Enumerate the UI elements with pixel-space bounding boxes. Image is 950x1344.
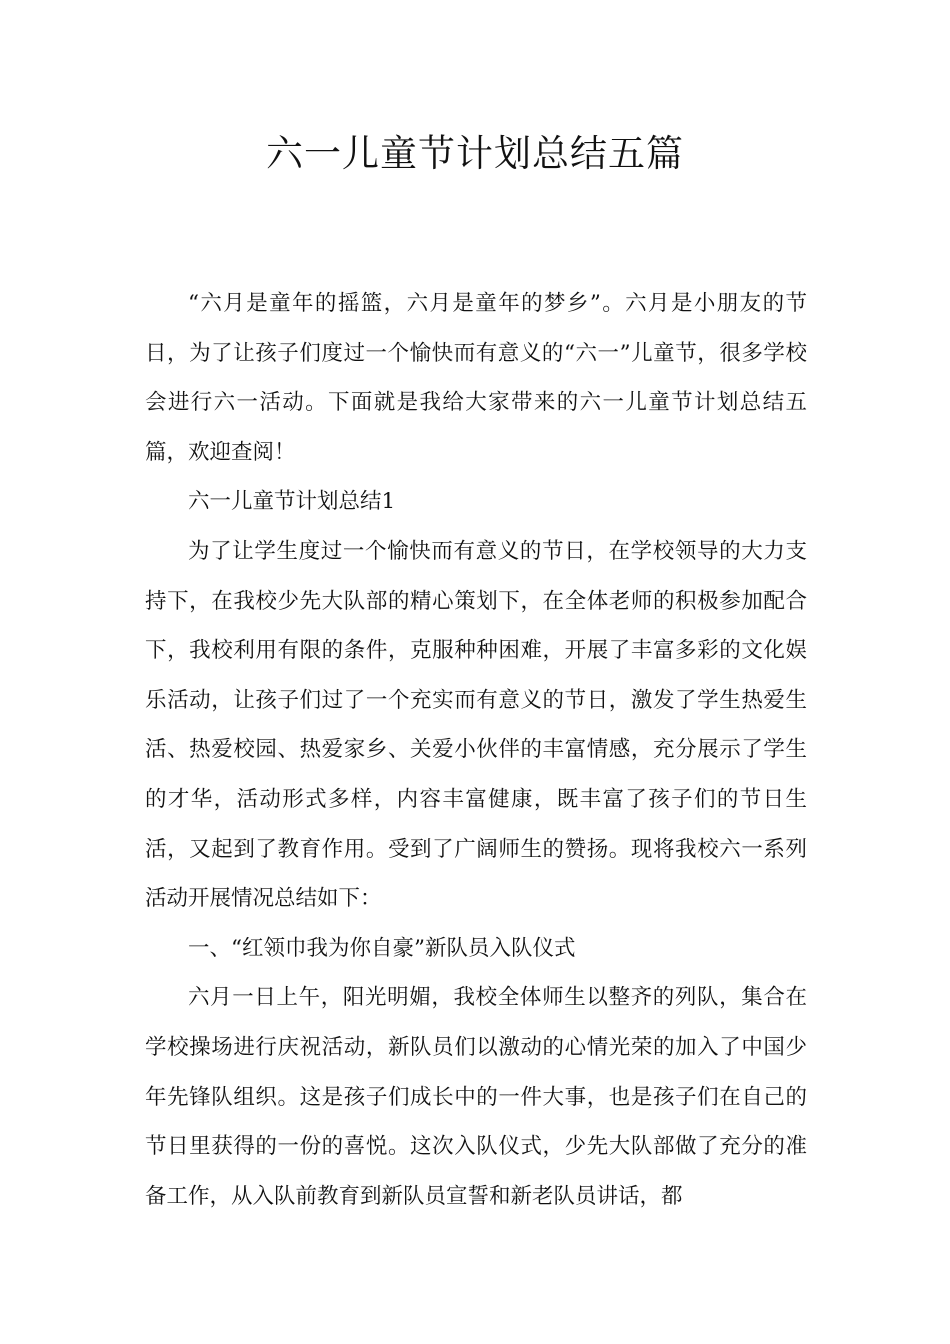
intro-paragraph: “六月是童年的摇篮，六月是童年的梦乡”。六月是小朋友的节日，为了让孩子们度过一个愉快而有意义的“六一”儿童节，很多学校会进行六一活动。下面就是我给大家带来的六一儿童节计划总结五篇，欢迎查阅！: [145, 291, 807, 465]
document-body: [145, 279, 807, 1221]
body-paragraph: 六月一日上午，阳光明媚，我校全体师生以整齐的列队，集合在学校操场进行庆祝活动，新队员们以激动的心情光荣的加入了中国少年先锋队组织。这是孩子们成长中的一件大事，也是孩子们在自己的节日里获得的一份的喜悦。这次入队仪式，少先大队部做了充分的准备工作，从入队前教育到新队员宣誓和新老队员讲话，都: [145, 985, 807, 1209]
document-title: 六一儿童节计划总结五篇: [266, 132, 684, 175]
body-paragraph: 为了让学生度过一个愉快而有意义的节日，在学校领导的大力支持下，在我校少先大队部的精心策划下，在全体老师的积极参加配合下，我校利用有限的条件，克服种种困难，开展了丰富多彩的文化娱乐活动，让孩子们过了一个充实而有意义的节日，激发了学生热爱生活、热爱校园、热爱家乡、关爱小伙伴的丰富情感，充分展示了学生的才华，活动形式多样，内容丰富健康，既丰富了孩子们的节日生活，又起到了教育作用。受到了广阔师生的赞扬。现将我校六一系列活动开展情况总结如下：: [145, 538, 807, 912]
section-heading: 六一儿童节计划总结1: [188, 489, 396, 515]
subsection-heading: 一、“红领巾我为你自豪”新队员入队仪式: [188, 935, 576, 961]
